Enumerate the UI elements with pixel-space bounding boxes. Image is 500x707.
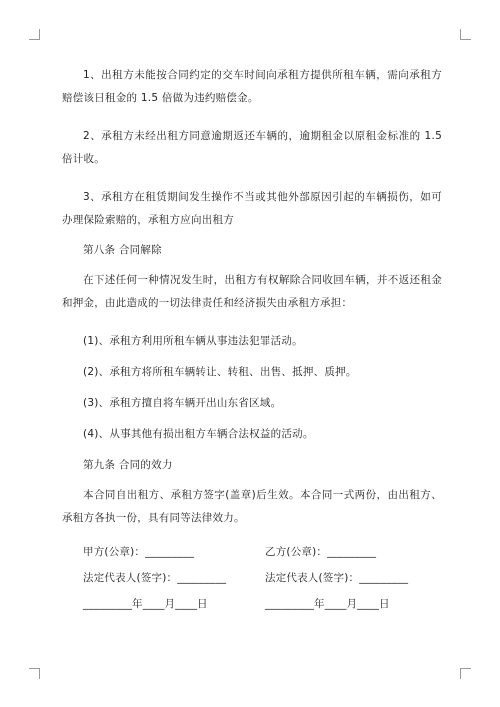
document-body (62, 64, 442, 619)
signature-row-representative (62, 567, 442, 593)
party-a-date-line: _________年____月____日 (83, 598, 208, 610)
article-8-item: (3)、承租方擅自将车辆开出山东省区域。 (83, 397, 282, 409)
clause-3: 3、承租方在租赁期间发生操作不当或其他外部原因引起的车辆损伤，如可办理保险索赔的，承租方应向出租方 (62, 191, 442, 226)
party-a-seal-line: 甲方(公章)：_________ (83, 546, 195, 558)
page-corner-mark-bottom-left (29, 668, 40, 679)
clause-2: 2、承租方未经出租方同意逾期返还车辆的，逾期租金以原租金标准的 1.5 倍计收。 (62, 130, 442, 165)
article-8-title: 第八条 合同解除 (83, 244, 162, 256)
signature-row-seal (62, 541, 442, 567)
party-b-date-line: _________年____月____日 (265, 598, 390, 610)
party-b-representative-line: 法定代表人(签字)：_________ (265, 572, 409, 584)
article-8-item: (4)、从事其他有损出租方车辆合法权益的活动。 (83, 428, 314, 440)
article-8-intro: 在下述任何一种情况发生时，出租方有权解除合同收回车辆，并不返还租金和押金，由此造成的一切法律责任和经济损失由承租方承担： (62, 274, 442, 309)
article-8-item: (2)、承租方将所租车辆转让、转租、出售、抵押、质押。 (83, 366, 357, 378)
article-8-item: (1)、承租方利用所租车辆从事违法犯罪活动。 (83, 335, 303, 347)
page-corner-mark-top-left (29, 29, 40, 40)
clause-1: 1、出租方未能按合同约定的交车时间向承租方提供所租车辆，需向承租方赔偿该日租金的 1.5 倍做为违约赔偿金。 (62, 69, 442, 104)
article-9-title: 第九条 合同的效力 (83, 459, 173, 471)
signature-row-date (62, 593, 442, 619)
party-a-representative-line: 法定代表人(签字)：_________ (83, 572, 227, 584)
article-9-body: 本合同自出租方、承租方签字(盖章)后生效。本合同一式两份，由出租方、承租方各执一份，具有同等法律效力。 (62, 489, 442, 524)
party-b-seal-line: 乙方(公章)：_________ (265, 546, 377, 558)
page-corner-mark-top-right (460, 29, 471, 40)
page-corner-mark-bottom-right (460, 668, 471, 679)
